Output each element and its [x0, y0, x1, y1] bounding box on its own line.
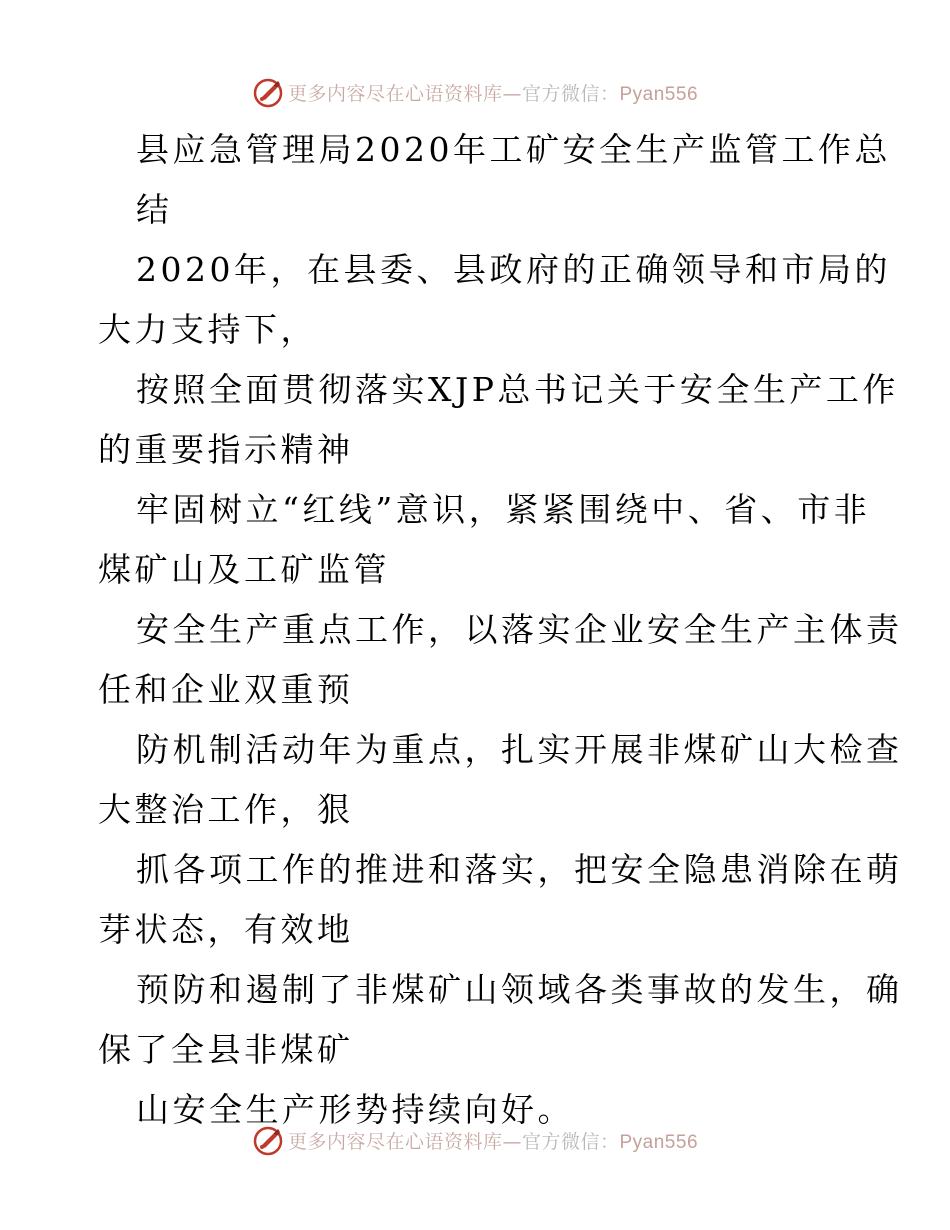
paragraph-line: 大整治工作，狠: [98, 790, 354, 829]
watermark-dash: —: [502, 82, 522, 105]
watermark-brand: 更多内容尽在心语资料库: [287, 82, 503, 105]
watermark-dash: —: [502, 1130, 522, 1153]
brand-logo-icon: [252, 76, 284, 108]
document-title-line-1: 县应急管理局2020年工矿安全生产监管工作总: [136, 130, 891, 169]
document-body: [98, 120, 903, 1140]
paragraph-line: 2020年，在县委、县政府的正确领导和市局的: [136, 250, 891, 289]
header-watermark: [0, 72, 950, 112]
watermark-official: 官方微信：: [521, 1130, 620, 1153]
paragraph-line: 防机制活动年为重点，扎实开展非煤矿山大检查: [136, 730, 903, 769]
paragraph-line: 保了全县非煤矿: [98, 1030, 354, 1069]
document-title-line-2: 结: [136, 190, 173, 229]
watermark-id: Pyan556: [619, 83, 699, 105]
paragraph-line: 大力支持下，: [98, 310, 317, 349]
watermark-official: 官方微信：: [521, 82, 620, 105]
watermark-brand: 更多内容尽在心语资料库: [287, 1130, 503, 1153]
paragraph-line: 预防和遏制了非煤矿山领域各类事故的发生，确: [136, 970, 903, 1009]
paragraph-line: 抓各项工作的推进和落实，把安全隐患消除在萌: [136, 850, 903, 889]
paragraph-line: 任和企业双重预: [98, 670, 354, 709]
watermark-text: [288, 1127, 698, 1154]
paragraph-line: 的重要指示精神: [98, 430, 354, 469]
paragraph-line: 煤矿山及工矿监管: [98, 550, 390, 589]
watermark-id: Pyan556: [619, 1131, 699, 1153]
paragraph-line: 芽状态，有效地: [98, 910, 354, 949]
watermark-text: [288, 79, 698, 106]
paragraph-line: 牢固树立“红线”意识，紧紧围绕中、省、市非: [136, 490, 871, 529]
brand-logo-icon: [252, 1124, 284, 1156]
footer-watermark: [0, 1120, 950, 1160]
paragraph-line: 山安全生产形势持续向好。: [136, 1090, 574, 1129]
paragraph-line: 按照全面贯彻落实XJP总书记关于安全生产工作: [136, 370, 899, 409]
paragraph-line: 安全生产重点工作，以落实企业安全生产主体责: [136, 610, 903, 649]
